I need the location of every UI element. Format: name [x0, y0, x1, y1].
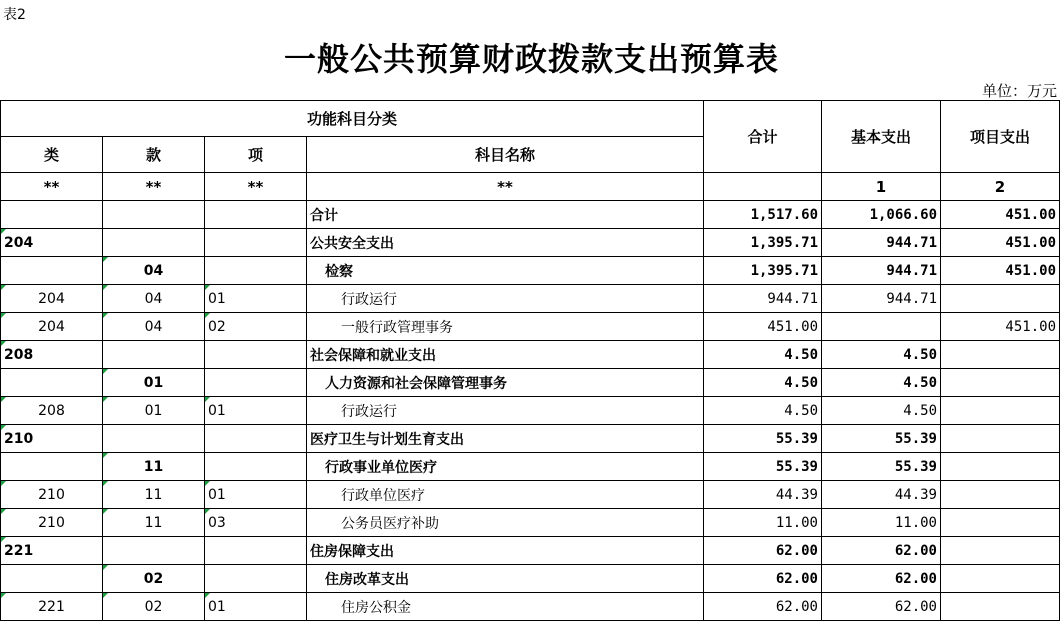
cell-lei[interactable]: 204	[1, 229, 103, 257]
table-row[interactable]	[1, 509, 1060, 537]
cell-lei[interactable]: 210	[1, 509, 103, 537]
cell-lei[interactable]	[1, 453, 103, 481]
cell-project[interactable]	[941, 481, 1060, 509]
cell-subject-name[interactable]: 公共安全支出	[307, 229, 704, 257]
cell-kuan[interactable]	[103, 537, 205, 565]
cell-total[interactable]: 451.00	[704, 313, 822, 341]
cell-basic[interactable]: 4.50	[822, 341, 941, 369]
cell-total[interactable]: 44.39	[704, 481, 822, 509]
cell-project[interactable]	[941, 537, 1060, 565]
cell-xiang[interactable]	[205, 425, 307, 453]
cell-basic[interactable]: 44.39	[822, 481, 941, 509]
cell-total[interactable]: 4.50	[704, 369, 822, 397]
cell-lei[interactable]	[1, 257, 103, 285]
cell-basic[interactable]: 62.00	[822, 593, 941, 621]
sheet-label: 表2	[3, 7, 26, 23]
cell-subject-name[interactable]: 行政运行	[307, 285, 704, 313]
cell-basic[interactable]	[822, 313, 941, 341]
table-row[interactable]	[1, 481, 1060, 509]
cell-lei[interactable]: 221	[1, 593, 103, 621]
cell-project[interactable]	[941, 593, 1060, 621]
cell-lei[interactable]: 208	[1, 397, 103, 425]
table-row[interactable]	[1, 397, 1060, 425]
cell-subject-name[interactable]: 住房公积金	[307, 593, 704, 621]
cell-basic[interactable]: 62.00	[822, 565, 941, 593]
header-function-category: 功能科目分类	[1, 101, 704, 137]
table-row[interactable]	[1, 593, 1060, 621]
table-row[interactable]	[1, 341, 1060, 369]
cell-project[interactable]: 451.00	[941, 229, 1060, 257]
cell-total[interactable]: 62.00	[704, 565, 822, 593]
table-row[interactable]	[1, 425, 1060, 453]
cell-kuan[interactable]: 04	[103, 285, 205, 313]
cell-subject-name[interactable]: 行政事业单位医疗	[307, 453, 704, 481]
cell-xiang[interactable]: 03	[205, 509, 307, 537]
cell-kuan[interactable]	[103, 229, 205, 257]
cell-xiang[interactable]: 01	[205, 397, 307, 425]
cell-total[interactable]: 11.00	[704, 509, 822, 537]
cell-total[interactable]: 62.00	[704, 537, 822, 565]
header-basic: 基本支出	[822, 101, 941, 173]
marker-cell: 1	[822, 173, 941, 201]
cell-kuan[interactable]: 04	[103, 257, 205, 285]
cell-xiang[interactable]	[205, 257, 307, 285]
cell-basic[interactable]: 55.39	[822, 453, 941, 481]
cell-basic[interactable]: 1,066.60	[822, 201, 941, 229]
cell-xiang[interactable]	[205, 341, 307, 369]
cell-total[interactable]: 1,395.71	[704, 257, 822, 285]
cell-xiang[interactable]	[205, 453, 307, 481]
table-row[interactable]	[1, 537, 1060, 565]
marker-cell	[704, 173, 822, 201]
page-title: 一般公共预算财政拨款支出预算表	[283, 40, 779, 78]
cell-total[interactable]: 944.71	[704, 285, 822, 313]
header-row-1	[1, 101, 1060, 137]
header-name: 科目名称	[307, 137, 704, 173]
cell-xiang[interactable]: 01	[205, 481, 307, 509]
cell-xiang[interactable]	[205, 565, 307, 593]
cell-lei[interactable]: 208	[1, 341, 103, 369]
cell-lei[interactable]	[1, 201, 103, 229]
cell-xiang[interactable]	[205, 537, 307, 565]
cell-lei[interactable]	[1, 369, 103, 397]
header-xiang: 项	[205, 137, 307, 173]
cell-kuan[interactable]	[103, 341, 205, 369]
cell-lei[interactable]: 210	[1, 425, 103, 453]
cell-subject-name[interactable]: 住房改革支出	[307, 565, 704, 593]
cell-subject-name[interactable]: 行政单位医疗	[307, 481, 704, 509]
cell-lei[interactable]	[1, 565, 103, 593]
cell-kuan[interactable]	[103, 201, 205, 229]
cell-total[interactable]: 4.50	[704, 397, 822, 425]
cell-lei[interactable]: 204	[1, 313, 103, 341]
marker-cell: **	[1, 173, 103, 201]
table-row[interactable]	[1, 565, 1060, 593]
cell-basic[interactable]: 4.50	[822, 397, 941, 425]
cell-lei[interactable]: 221	[1, 537, 103, 565]
cell-project[interactable]: 451.00	[941, 201, 1060, 229]
marker-cell: **	[103, 173, 205, 201]
marker-cell: **	[307, 173, 704, 201]
table-row[interactable]	[1, 201, 1060, 229]
cell-subject-name[interactable]: 公务员医疗补助	[307, 509, 704, 537]
table-row[interactable]	[1, 313, 1060, 341]
unit-label: 单位：万元	[981, 82, 1057, 100]
cell-kuan[interactable]: 11	[103, 453, 205, 481]
marker-row	[1, 173, 1060, 201]
cell-total[interactable]: 1,395.71	[704, 229, 822, 257]
cell-subject-name[interactable]: 行政运行	[307, 397, 704, 425]
cell-kuan[interactable]: 02	[103, 565, 205, 593]
cell-subject-name[interactable]: 住房保障支出	[307, 537, 704, 565]
header-project: 项目支出	[941, 101, 1060, 173]
cell-kuan[interactable]: 11	[103, 509, 205, 537]
cell-xiang[interactable]: 02	[205, 313, 307, 341]
table-row[interactable]	[1, 285, 1060, 313]
table-row[interactable]	[1, 229, 1060, 257]
table-row[interactable]	[1, 453, 1060, 481]
cell-kuan[interactable]	[103, 425, 205, 453]
cell-kuan[interactable]: 01	[103, 369, 205, 397]
cell-basic[interactable]: 11.00	[822, 509, 941, 537]
cell-total[interactable]: 62.00	[704, 593, 822, 621]
cell-project[interactable]	[941, 453, 1060, 481]
cell-kuan[interactable]: 02	[103, 593, 205, 621]
cell-xiang[interactable]: 01	[205, 593, 307, 621]
cell-lei[interactable]: 204	[1, 285, 103, 313]
cell-xiang[interactable]: 01	[205, 285, 307, 313]
cell-subject-name[interactable]: 社会保障和就业支出	[307, 341, 704, 369]
cell-project[interactable]	[941, 565, 1060, 593]
marker-cell: **	[205, 173, 307, 201]
cell-subject-name[interactable]: 人力资源和社会保障管理事务	[307, 369, 704, 397]
marker-cell: 2	[941, 173, 1060, 201]
cell-total[interactable]: 55.39	[704, 425, 822, 453]
cell-project[interactable]	[941, 425, 1060, 453]
cell-basic[interactable]: 944.71	[822, 229, 941, 257]
cell-project[interactable]	[941, 397, 1060, 425]
cell-kuan[interactable]: 01	[103, 397, 205, 425]
cell-basic[interactable]: 55.39	[822, 425, 941, 453]
cell-basic[interactable]: 62.00	[822, 537, 941, 565]
header-lei: 类	[1, 137, 103, 173]
cell-xiang[interactable]	[205, 229, 307, 257]
cell-total[interactable]: 55.39	[704, 453, 822, 481]
cell-xiang[interactable]	[205, 369, 307, 397]
table-row[interactable]	[1, 257, 1060, 285]
cell-lei[interactable]: 210	[1, 481, 103, 509]
table-row[interactable]	[1, 369, 1060, 397]
header-kuan: 款	[103, 137, 205, 173]
cell-project[interactable]: 451.00	[941, 313, 1060, 341]
cell-project[interactable]: 451.00	[941, 257, 1060, 285]
cell-xiang[interactable]	[205, 201, 307, 229]
cell-basic[interactable]: 944.71	[822, 257, 941, 285]
cell-subject-name[interactable]: 一般行政管理事务	[307, 313, 704, 341]
cell-subject-name[interactable]: 合计	[307, 201, 704, 229]
cell-project[interactable]	[941, 369, 1060, 397]
cell-subject-name[interactable]: 检察	[307, 257, 704, 285]
cell-kuan[interactable]: 11	[103, 481, 205, 509]
budget-table	[0, 100, 1060, 621]
cell-project[interactable]	[941, 509, 1060, 537]
cell-total[interactable]: 1,517.60	[704, 201, 822, 229]
cell-total[interactable]: 4.50	[704, 341, 822, 369]
cell-basic[interactable]: 4.50	[822, 369, 941, 397]
cell-subject-name[interactable]: 医疗卫生与计划生育支出	[307, 425, 704, 453]
cell-basic[interactable]: 944.71	[822, 285, 941, 313]
cell-kuan[interactable]: 04	[103, 313, 205, 341]
header-total: 合计	[704, 101, 822, 173]
cell-project[interactable]	[941, 341, 1060, 369]
cell-project[interactable]	[941, 285, 1060, 313]
